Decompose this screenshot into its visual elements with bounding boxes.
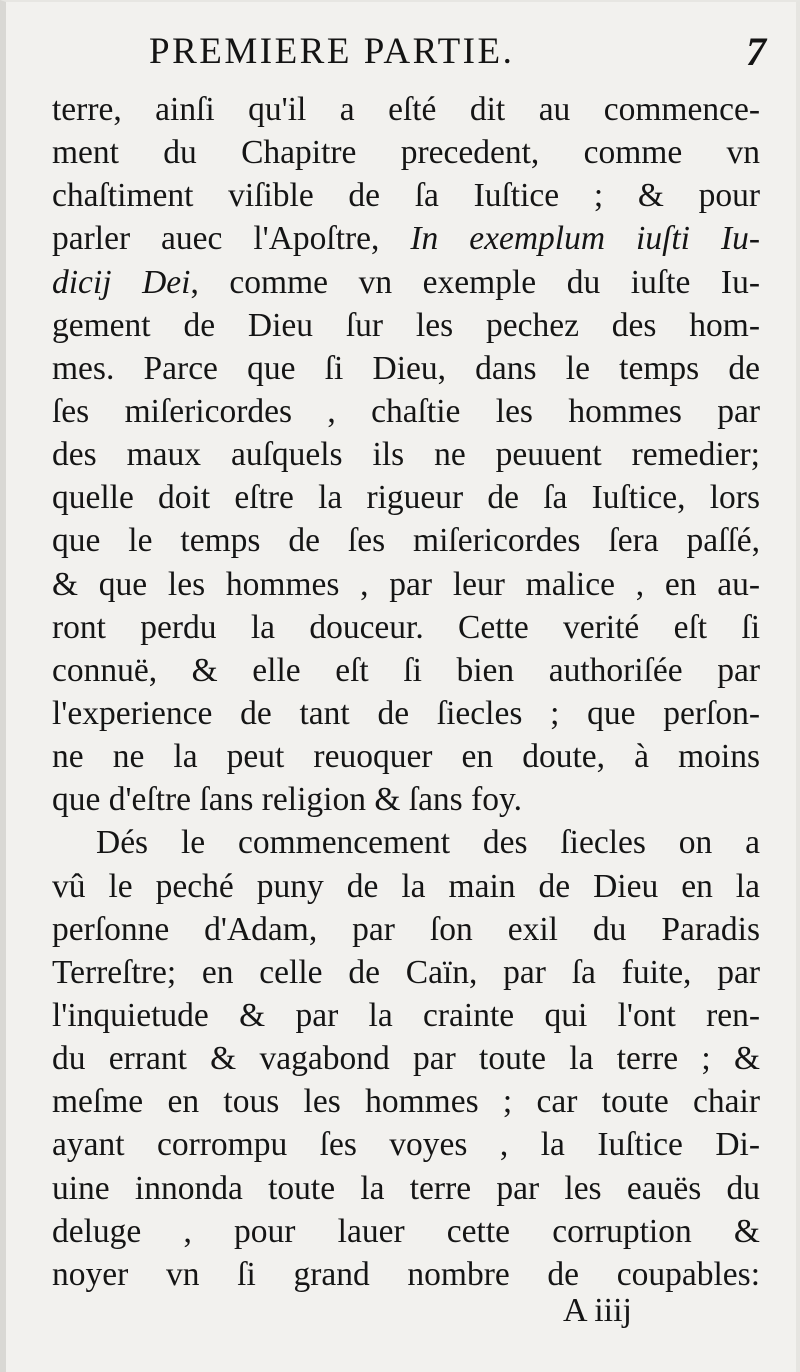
running-title: PREMIERE PARTIE. xyxy=(149,31,515,72)
page-header xyxy=(51,30,766,78)
text-line: Dés le commencement des ſiecles on a xyxy=(96,824,760,862)
text-line: quelle doit eſtre la rigueur de ſa Iuſtice, lors xyxy=(52,479,760,517)
paragraph-2 xyxy=(52,821,760,1296)
text-span: , comme vn exemple du iuſte Iu- xyxy=(190,263,760,301)
text-line: vû le peché puny de la main de Dieu en la xyxy=(52,867,760,905)
text-line: Terreſtre; en celle de Caïn, par ſa fuite, par xyxy=(52,953,760,991)
text-line: ne ne la peut reuoquer en doute, à moins xyxy=(52,738,760,776)
latin-quotation: dicij Dei xyxy=(52,263,191,301)
text-line: deluge , pour lauer cette corruption & xyxy=(52,1212,760,1250)
latin-quotation: In exemplum iuſti Iu- xyxy=(410,220,761,258)
text-line: terre, ainſi qu'il a eſté dit au commence- xyxy=(52,91,760,128)
text-line: que d'eſtre ſans religion & ſans foy. xyxy=(52,781,522,819)
text-line: l'inquietude & par la crainte qui l'ont ren- xyxy=(52,996,760,1034)
signature-mark: A iiij xyxy=(563,1292,632,1329)
text-line: que le temps de ſes miſericordes ſera paſſé, xyxy=(52,522,760,560)
text-line: gement de Dieu ſur les pechez des hom- xyxy=(52,306,760,344)
text-line: du errant & vagabond par toute la terre ; & xyxy=(52,1040,760,1078)
body-text xyxy=(52,88,760,1296)
text-span: parler auec l'Apoſtre, xyxy=(52,220,411,258)
text-line: & que les hommes , par leur malice , en au- xyxy=(52,565,760,603)
text-line: ront perdu la douceur. Cette verité eſt ſi xyxy=(52,608,760,646)
text-line: perſonne d'Adam, par ſon exil du Paradis xyxy=(52,910,760,948)
text-line: chaſtiment viſible de ſa Iuſtice ; & pour xyxy=(52,177,760,215)
text-line: noyer vn ſi grand nombre de coupables: xyxy=(52,1255,760,1293)
text-line xyxy=(52,261,760,304)
text-line xyxy=(52,217,760,260)
text-line: ayant corrompu ſes voyes , la Iuſtice Di- xyxy=(52,1126,760,1164)
text-line: meſme en tous les hommes ; car toute chair xyxy=(52,1083,760,1121)
text-line: l'experience de tant de ſiecles ; que perſon- xyxy=(52,694,760,732)
text-line: connuë, & elle eſt ſi bien authoriſée par xyxy=(52,651,760,689)
text-line: mes. Parce que ſi Dieu, dans le temps de xyxy=(52,349,760,387)
text-line: uine innonda toute la terre par les eauës du xyxy=(52,1169,760,1207)
text-line: ſes miſericordes , chaſtie les hommes par xyxy=(52,392,760,430)
text-line: des maux auſquels ils ne peuuent remedier; xyxy=(52,436,760,474)
text-line: ment du Chapitre precedent, comme vn xyxy=(52,134,760,172)
page-number: 7 xyxy=(746,29,766,74)
paragraph-1 xyxy=(52,88,760,821)
